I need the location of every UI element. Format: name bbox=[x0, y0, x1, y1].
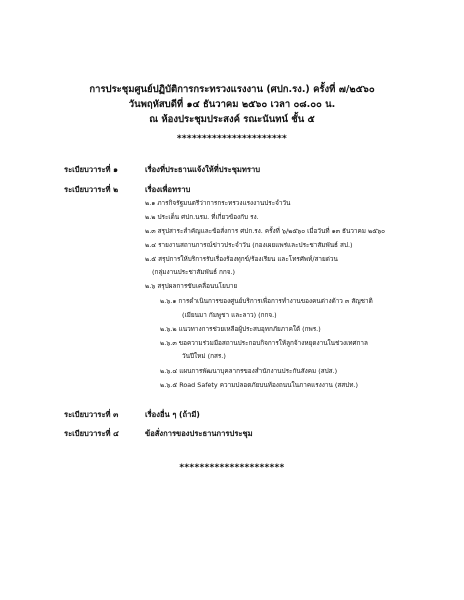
item-2-6-1-cont: (เมียนมา กัมพูชา และลาว) (กกจ.) bbox=[182, 311, 277, 319]
item-2-6: ๒.๖ สรุปผลการขับเคลื่อนนโยบาย bbox=[145, 282, 238, 290]
meeting-location: ณ ห้องประชุมประสงค์ รณะนันทน์ ชั้น ๕ bbox=[149, 114, 315, 125]
item-2-6-4: ๒.๖.๔ แผนการพัฒนาบุคลากรของสำนักงานประกันสังคม (สปส.) bbox=[160, 367, 338, 375]
item-2-5-cont: (กลุ่มงานประชาสัมพันธ์ กกจ.) bbox=[152, 268, 236, 276]
meeting-date: วันพฤหัสบดีที่ ๑๔ ธันวาคม ๒๕๖๐ เวลา ๐๘.๐๐ น. bbox=[128, 99, 336, 110]
item-2-3: ๒.๓ สรุปสาระสำคัญและข้อสั่งการ ศปก.รง. ครั้งที่ ๖/๒๕๖๐ เมื่อวันที่ ๑๓ ธันวาคม ๒๕๖๐ bbox=[145, 227, 386, 235]
item-2-6-2: ๒.๖.๒ แนวทางการช่วยเหลือผู้ประสบอุทกภัยภาคใต้ (กพร.) bbox=[160, 325, 321, 333]
separator-bottom: ********************* bbox=[179, 463, 285, 473]
item-2-4: ๒.๔ รายงานสถานการณ์ข่าวประจำวัน (กองเผยแพร่และประชาสัมพันธ์ สป.) bbox=[145, 241, 353, 249]
agenda-1-title: เรื่องที่ประธานแจ้งให้ที่ประชุมทราบ bbox=[145, 165, 261, 174]
item-2-5: ๒.๕ สรุปการให้บริการรับเรื่องร้องทุกข์/ร้องเรียน และโทรศัพท์/สายด่วน bbox=[145, 255, 338, 263]
item-2-6-5: ๒.๖.๕ Road Safety ความปลอดภัยบนท้องถนนในภาคแรงงาน (สสปท.) bbox=[160, 381, 358, 389]
agenda-2-title: เรื่องเพื่อทราบ bbox=[145, 185, 191, 194]
agenda-4-label: ระเบียบวาระที่ ๔ bbox=[64, 429, 119, 438]
item-2-1: ๒.๑ ภารกิจรัฐมนตรีว่าการกระทรวงแรงงานประจำวัน bbox=[145, 199, 291, 207]
meeting-title: การประชุมศูนย์ปฏิบัติการกระทรวงแรงงาน (ศปก.รง.) ครั้งที่ ๗/๒๕๖๐ bbox=[89, 84, 375, 95]
agenda-4-title: ข้อสั่งการของประธานการประชุม bbox=[145, 429, 253, 438]
agenda-2-label: ระเบียบวาระที่ ๒ bbox=[64, 185, 119, 194]
item-2-6-1: ๒.๖.๑ การดำเนินการของศูนย์บริการเพื่อการทำงานของคนต่างด้าว ๓ สัญชาติ bbox=[160, 297, 373, 305]
item-2-2: ๒.๒ ประเด็น ศปก.นรม. ที่เกี่ยวข้องกับ รง. bbox=[145, 213, 259, 221]
agenda-3-label: ระเบียบวาระที่ ๓ bbox=[64, 410, 119, 419]
item-2-6-3-cont: วันปีใหม่ (กสร.) bbox=[182, 352, 226, 360]
item-2-6-3: ๒.๖.๓ ขอความร่วมมือสถานประกอบกิจการให้ลูกจ้างหยุดงานในช่วงเทศกาล bbox=[160, 339, 368, 347]
agenda-3-title: เรื่องอื่น ๆ (ถ้ามี) bbox=[145, 410, 200, 419]
separator-top: ********************** bbox=[176, 134, 288, 144]
agenda-1-label: ระเบียบวาระที่ ๑ bbox=[64, 165, 118, 174]
